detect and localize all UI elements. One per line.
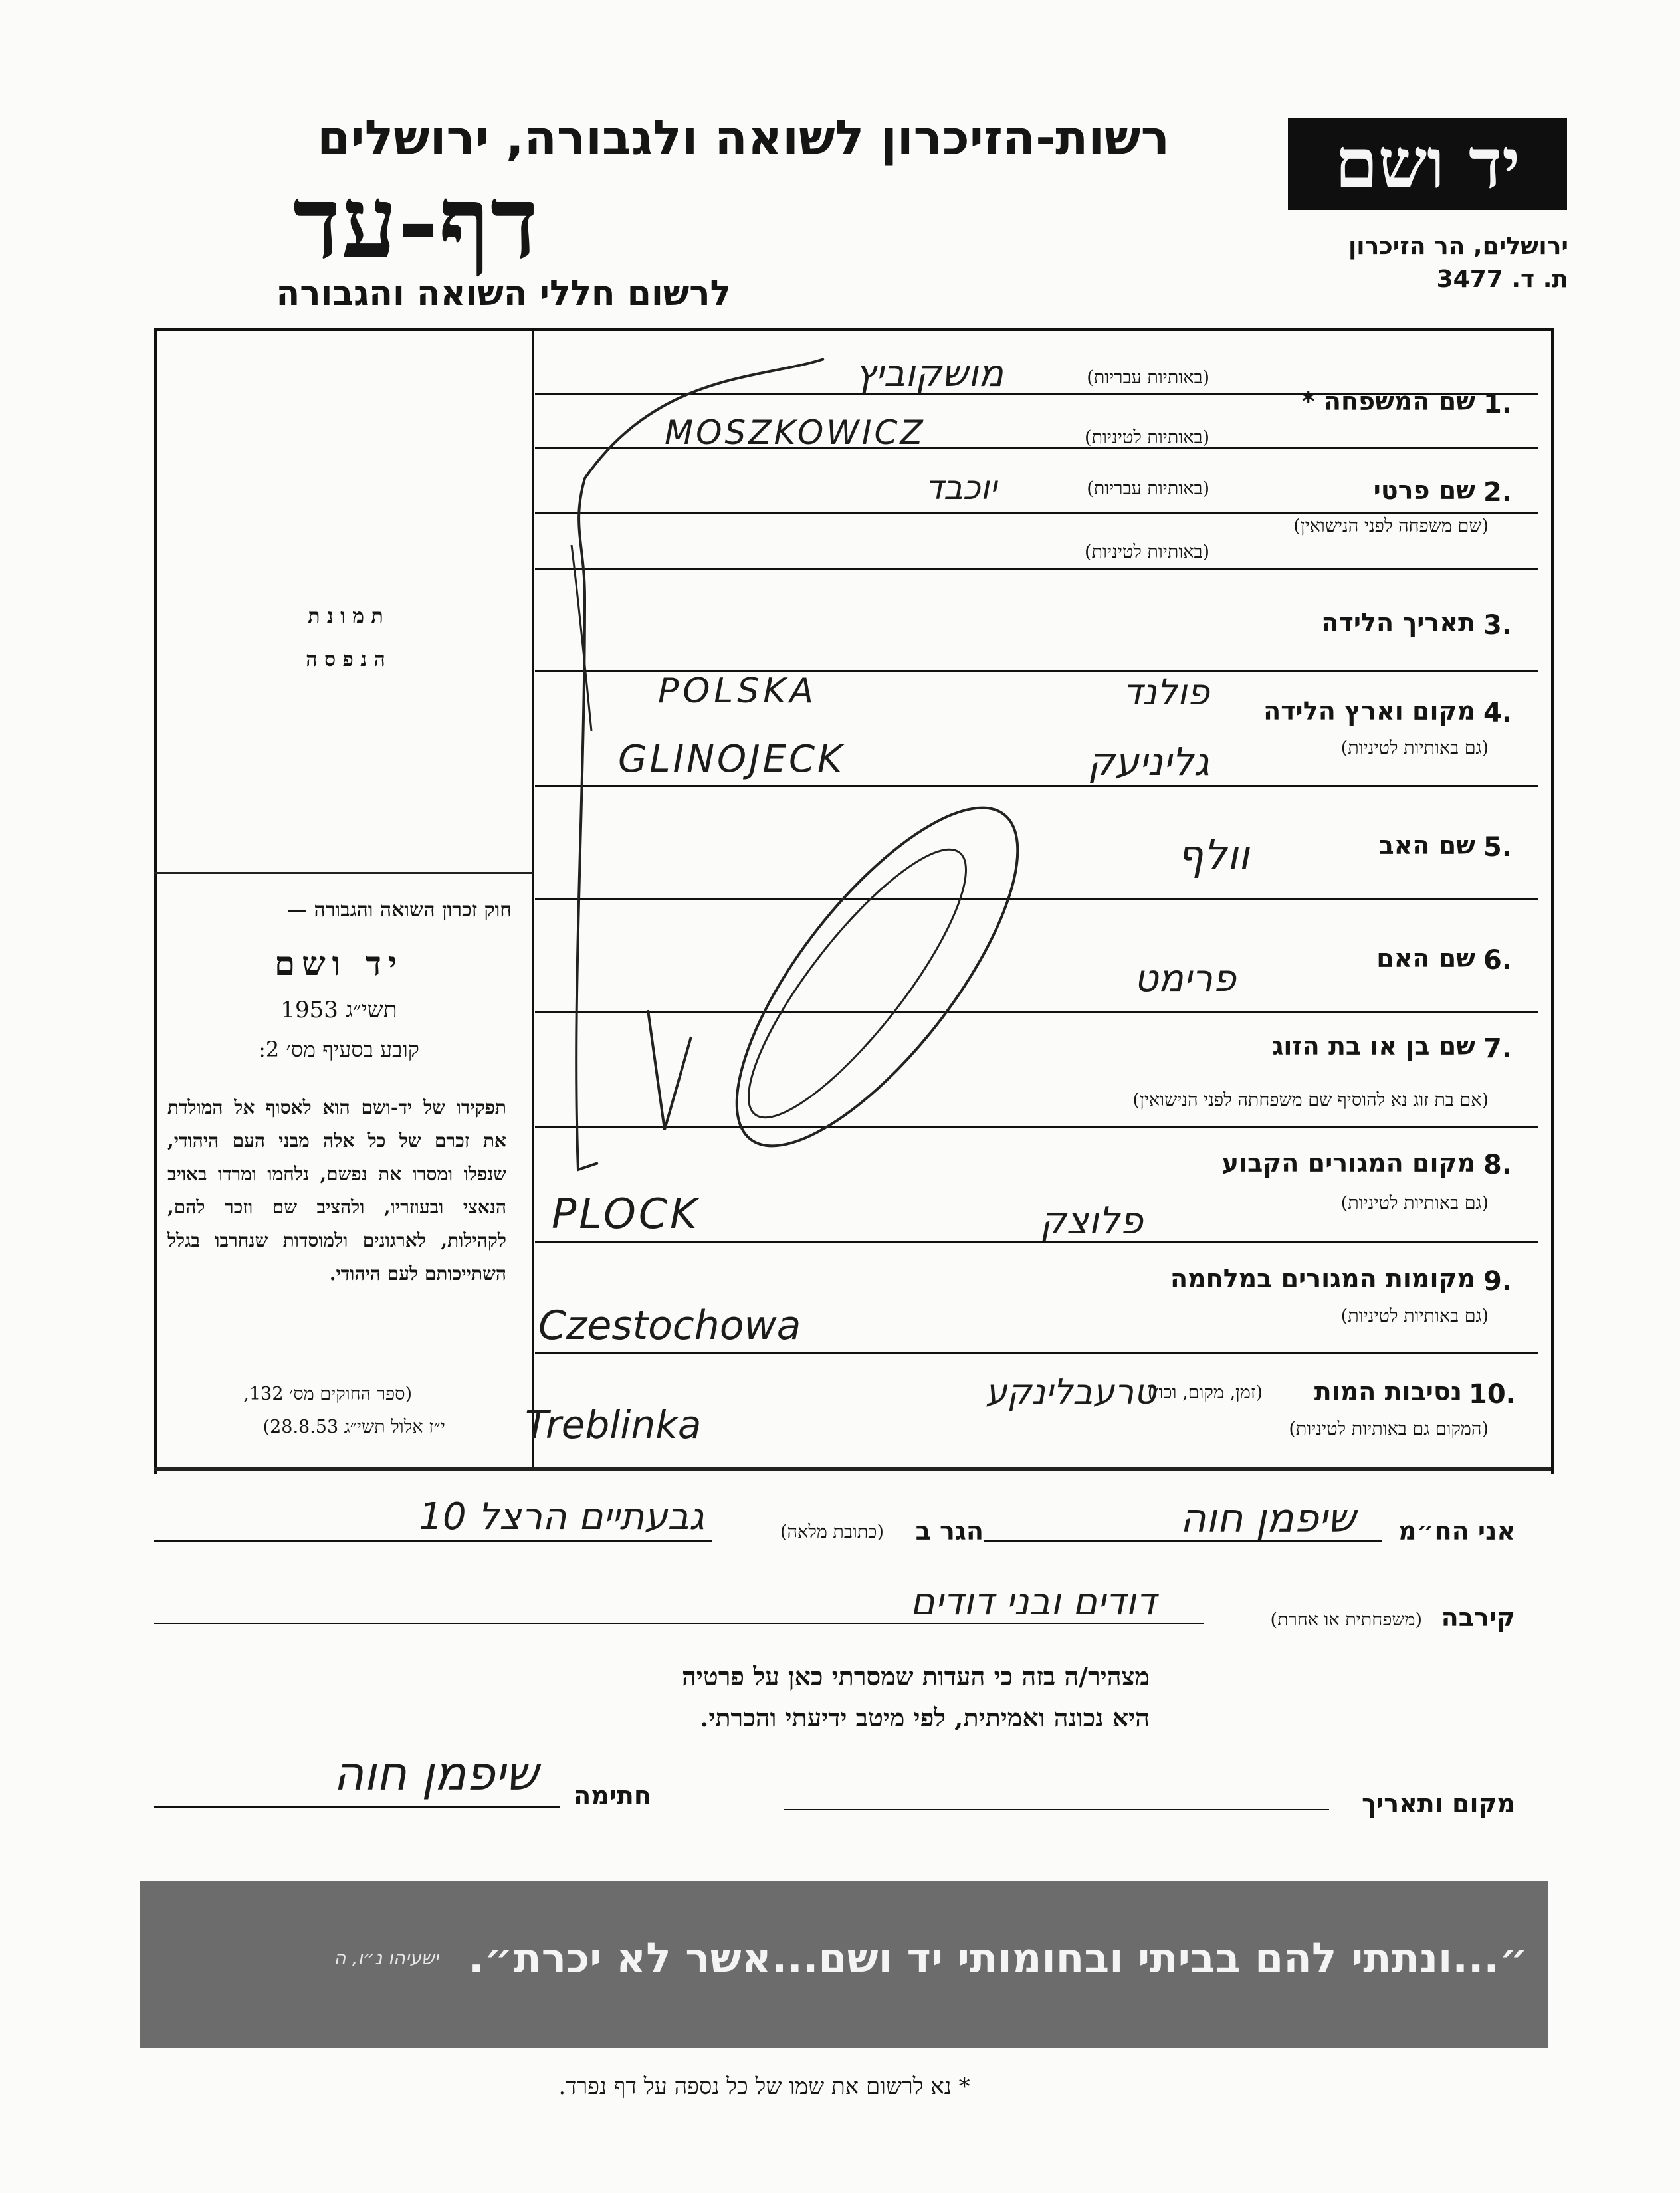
field-4-note: (גם באותיות לטיניות) — [1340, 738, 1489, 758]
field-7-number: 7. — [1483, 1033, 1513, 1064]
field-6-label: שם האם — [1376, 944, 1475, 973]
resides-label: הגר ב — [915, 1516, 984, 1546]
father-name-value: וולף — [1177, 831, 1249, 879]
banner-quote: ״...ונתתי להם בביתי ובחומותי יד ושם...אשר לא יכרת״. — [468, 1934, 1528, 1982]
birth-place-latin-value: GLINOJECK — [618, 738, 845, 781]
first-name-hebrew-value: יוכבד — [925, 469, 997, 507]
authority-title: רשות-הזיכרון לשואה ולגבורה, ירושלים — [317, 110, 1170, 165]
field-8-number: 8. — [1483, 1150, 1513, 1180]
field-8-note: (גם באותיות לטיניות) — [1340, 1193, 1489, 1213]
field-1-number: 1. — [1483, 389, 1513, 419]
field-9-note: (גם באותיות לטיניות) — [1340, 1306, 1489, 1326]
field-2-label: שם פרטי — [1373, 476, 1475, 505]
law-name: יד ושם — [274, 944, 403, 983]
field-10-label: נסיבות המות — [1314, 1377, 1462, 1406]
law-reference-2: י״ז אלול תשי״ג 28.8.53) — [262, 1417, 445, 1437]
field-3-number: 3. — [1483, 610, 1513, 641]
declarant-name-value: שיפמן חוה — [1180, 1495, 1356, 1542]
law-year: תשי״ג 1953 — [280, 997, 397, 1023]
kinship-value: דודים ובני דודים — [910, 1580, 1156, 1623]
address-value: גבעתיים הרצל 10 — [419, 1495, 704, 1538]
wartime-residence-latin-value: Czestochowa — [538, 1303, 801, 1349]
field-1-sub-latin: (באותיות לטיניות) — [1085, 427, 1209, 448]
field-5-label: שם האב — [1378, 831, 1475, 860]
pen-arrow-stroke — [648, 1010, 691, 1130]
field-2-sub-hebrew: (באותיות עבריות) — [1087, 478, 1209, 499]
place-date-label: מקום ותאריך — [1362, 1789, 1515, 1818]
field-2-sub-latin: (באותיות לטיניות) — [1085, 542, 1209, 562]
permanent-residence-latin-value: PLOCK — [552, 1190, 700, 1238]
field-2-note: (שם משפחה לפני הנישואין) — [1293, 516, 1489, 536]
birth-country-latin-value: POLSKA — [658, 671, 817, 711]
declaration-statement-1: מצהיר/ה בזה כי העדות שמסרתי כאן על פרטיה — [681, 1661, 1150, 1691]
logo-text: יד ושם — [1334, 122, 1521, 204]
mother-name-value: פרימט — [1134, 957, 1236, 1000]
law-body: תפקידו של יד-ושם הוא לאסוף אל המולדת את זכרם של כל אלה מבני העם היהודי, שנפלו ומסרו את נפשם, נלחמו ומרדו באויב הנאצי ובעוזריו, ולהציב שם וזכר להם, לקהילות, לארגונים ולמוסדות שנחרבו בגלל השתייכותם לעם היהודי. — [167, 1096, 506, 1285]
law-title: חוק זכרון השואה והגבורה — — [287, 898, 512, 922]
address-line — [154, 1540, 712, 1542]
field-5-number: 5. — [1483, 832, 1513, 863]
permanent-residence-hebrew-value: פלוצק — [1039, 1200, 1143, 1243]
address-note: (כתובת מלאה) — [780, 1522, 884, 1542]
signature-label: חתימה — [574, 1781, 651, 1810]
signature-line — [154, 1806, 560, 1808]
field-4-label: מקום וארץ הלידה — [1263, 696, 1475, 726]
form-title: דף-עד — [292, 164, 538, 281]
field-9-label: מקומות המגורים במלחמה — [1170, 1264, 1475, 1293]
kinship-note: (משפחתית או אחרת) — [1270, 1610, 1422, 1630]
field-10-number: 10. — [1469, 1379, 1516, 1410]
field-10-label-note: (זמן, מקום, וכו׳) — [1147, 1382, 1263, 1403]
field-9-number: 9. — [1483, 1266, 1513, 1297]
death-place-hebrew-value: טרעבלינקע — [985, 1372, 1156, 1412]
field-6-number: 6. — [1483, 945, 1513, 976]
address-line-2: ת. ד. 3477 — [1436, 266, 1568, 293]
declaration-statement-2: היא נכונה ואמיתית, לפי מיטב ידיעתי והכרתי. — [700, 1703, 1150, 1732]
pen-oval-scribble — [718, 824, 996, 1143]
surname-hebrew-value: מושקוביץ — [855, 352, 1003, 395]
field-3-label: תאריך הלידה — [1321, 608, 1475, 637]
birth-place-hebrew-value: גליניעק — [1087, 739, 1209, 784]
address-line-1: ירושלים, הר הזיכרון — [1348, 233, 1568, 260]
field-10-note: (המקום גם באותיות לטיניות) — [1289, 1419, 1489, 1439]
signature-value: שיפמן חוה — [333, 1746, 538, 1801]
field-7-label: שם בן או בת הזוג — [1272, 1031, 1475, 1061]
birth-country-hebrew-value: פולנד — [1122, 671, 1209, 713]
place-date-line — [784, 1809, 1329, 1810]
field-1-label: שם המשפחה * — [1301, 387, 1475, 416]
field-8-label: מקום המגורים הקבוע — [1221, 1148, 1475, 1178]
surname-latin-value: MOSZKOWICZ — [665, 413, 926, 452]
death-place-latin-value: Treblinka — [525, 1402, 702, 1447]
pen-oval-scribble — [690, 768, 1065, 1186]
kinship-label: קירבה — [1441, 1603, 1515, 1632]
declarant-label: אני הח״מ — [1398, 1516, 1515, 1546]
law-reference-1: (ספר החוקים מס׳ 132, — [243, 1384, 412, 1404]
field-1-sub-hebrew: (באותיות עבריות) — [1087, 367, 1209, 388]
pen-arrow-stroke — [572, 545, 591, 731]
footnote: * נא לרשום את שמו של כל נספה על דף נפרד. — [558, 2073, 970, 2100]
photo-label-line2: ה נ פ ס ה — [306, 648, 385, 671]
banner-source: ישעיהו נ״ו, ה — [334, 1947, 439, 1969]
field-4-number: 4. — [1483, 698, 1513, 728]
field-2-number: 2. — [1483, 477, 1513, 508]
pen-arrow-stroke — [576, 359, 824, 1170]
photo-label-line1: ת מ ו נ ת — [308, 605, 383, 628]
quote-banner — [140, 1881, 1548, 2048]
field-7-note: (אם בת זוג נא להוסיף שם משפחתה לפני הנישואין) — [1132, 1090, 1489, 1110]
law-clause: קובע בסעיף מס׳ 2: — [259, 1037, 419, 1062]
form-subtitle: לרשום חללי השואה והגבורה — [276, 274, 731, 314]
